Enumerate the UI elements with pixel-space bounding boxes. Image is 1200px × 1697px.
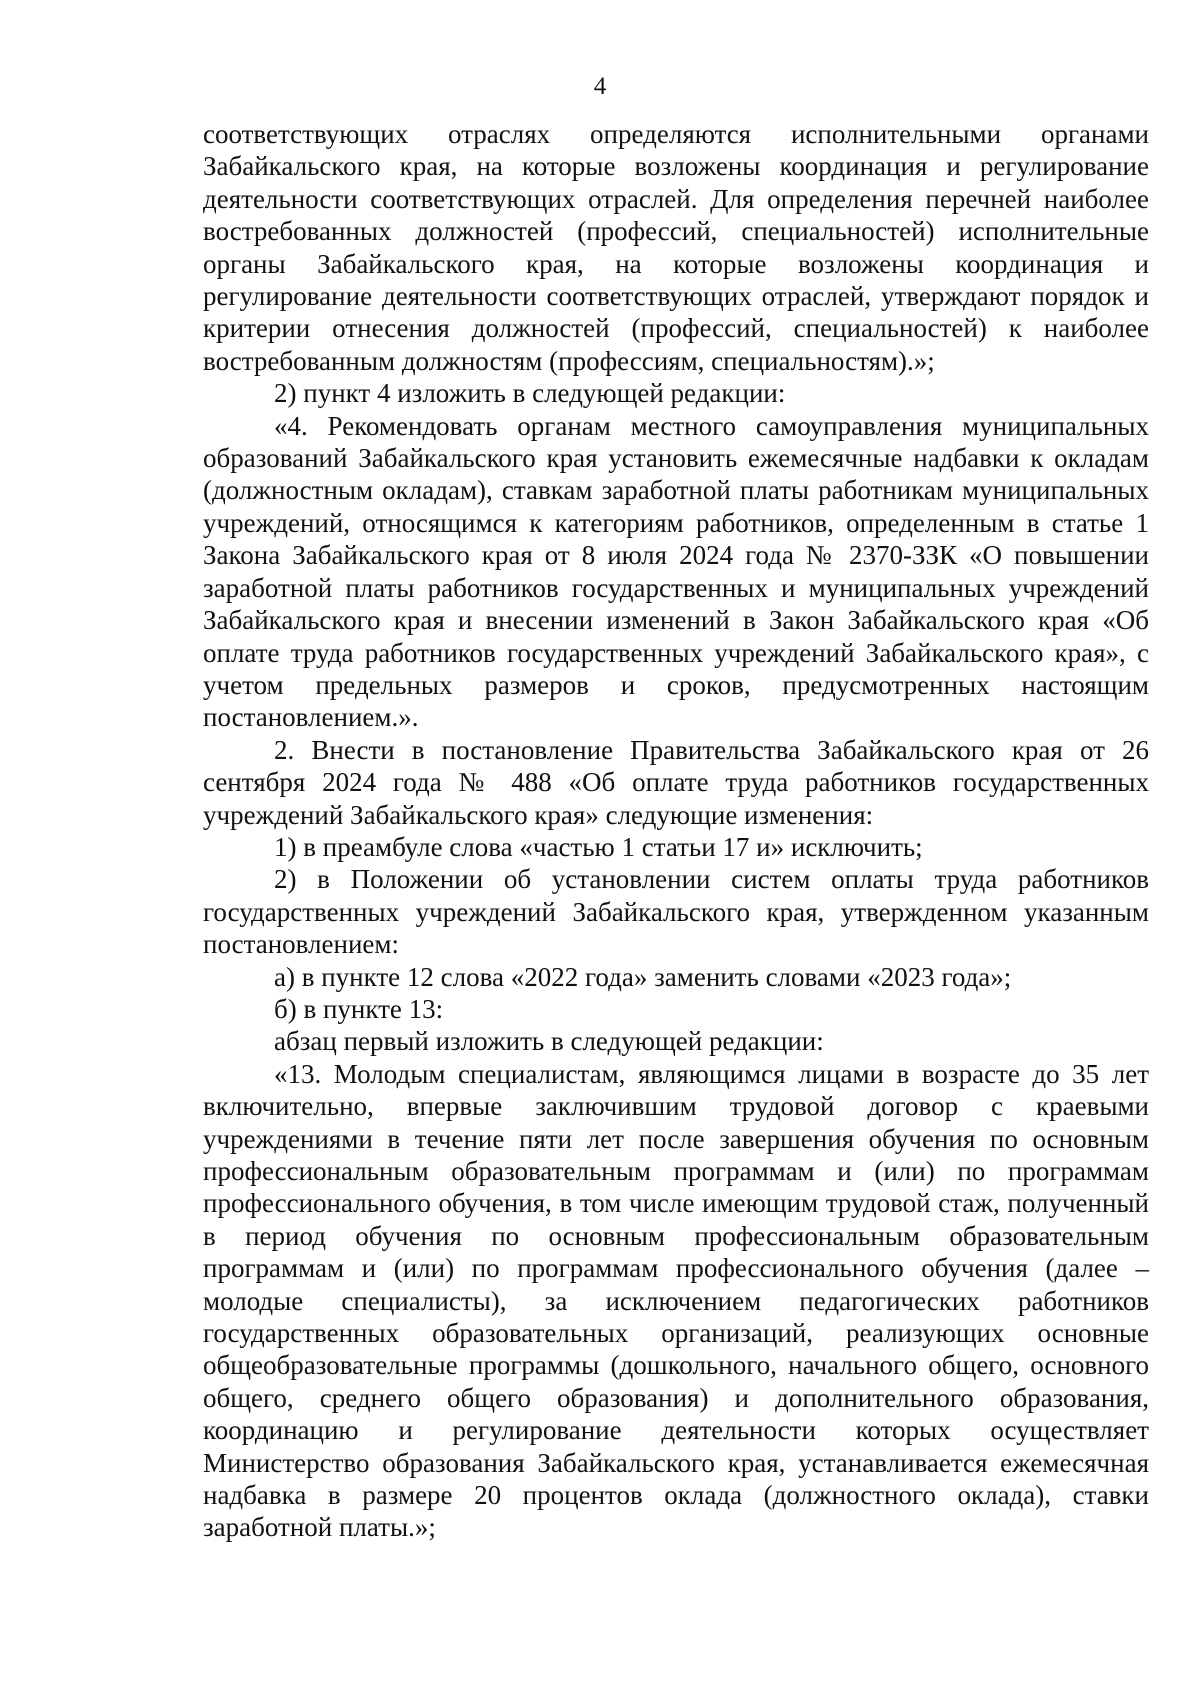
paragraph-continuation: соответствующих отраслях определяются исполнительными органами Забайкальского края, на которые возложены координация и регулирование деятельности соответствующих отраслей. Для определения перечней наиболее востребованных должностей (профессий, специальностей) исполнительные органы Забайкальского края, на которые возложены координация и регулирование деятельности соответствующих отраслей, утверждают порядок и критерии отнесения должностей (профессий, специальностей) к наиболее востребованным должностям (профессиям, специальностям).»; bbox=[203, 119, 1149, 376]
paragraph-item-2-regulation: 2) в Положении об установлении систем оплаты труда работников государственных учреждений Забайкальского края, утвержденном указанным постановлением: bbox=[203, 864, 1149, 960]
paragraph-section-2: 2. Внести в постановление Правительства Забайкальского края от 26 сентября 2024 года № 488 «Об оплате труда работников государственных учреждений Забайкальского края» следующие изменения: bbox=[203, 734, 1149, 830]
paragraph-point-13-text: «13. Молодым специалистам, являющимся лицами в возрасте до 35 лет включительно, впервые заключившим трудовой договор с краевыми учреждениями в течение пяти лет после завершения обучения по основным профессиональным образовательным программам и (или) по программам профессионального обучения, в том числе имеющим трудовой стаж, полученный в период обучения по основным профессиональным образовательным программам и (или) по программам профессионального обучения (далее – молодые специалисты), за исключением педагогических работников государственных образовательных организаций, реализующих основные общеобразовательные программы (дошкольного, начального общего, основного общего, среднего общего образования) и дополнительного образования, координацию и регулирование деятельности которых осуществляет Министерство образования Забайкальского края, устанавливается ежемесячная надбавка в размере 20 процентов оклада (должностного оклада), ставки заработной платы.»; bbox=[203, 1058, 1149, 1543]
paragraph-subitem-a: а) в пункте 12 слова «2022 года» заменить словами «2023 года»; bbox=[274, 961, 1012, 992]
paragraph-item-2-point-4: 2) пункт 4 изложить в следующей редакции: bbox=[274, 378, 786, 409]
paragraph-point-4-text: «4. Рекомендовать органам местного самоуправления муниципальных образований Забайкальского края установить ежемесячные надбавки к окладам (должностным окладам), ставкам заработной платы работникам муниципальных учреждений, относящимся к категориям работников, определенным в статье 1 Закона Забайкальского края от 8 июля 2024 года № 2370-ЗЗК «О повышении заработной платы работников государственных и муниципальных учреждений Забайкальского края и внесении изменений в Закон Забайкальского края «Об оплате труда работников государственных учреждений Забайкальского края», с учетом предельных размеров и сроков, предусмотренных настоящим постановлением.». bbox=[203, 410, 1149, 733]
page-number: 4 bbox=[593, 73, 607, 100]
paragraph-first-abzac: абзац первый изложить в следующей редакции: bbox=[274, 1026, 824, 1057]
paragraph-subitem-b: б) в пункте 13: bbox=[274, 993, 444, 1024]
paragraph-item-1-preamble: 1) в преамбуле слова «частью 1 статьи 17 и» исключить; bbox=[274, 831, 923, 862]
document-body bbox=[203, 118, 1149, 1544]
